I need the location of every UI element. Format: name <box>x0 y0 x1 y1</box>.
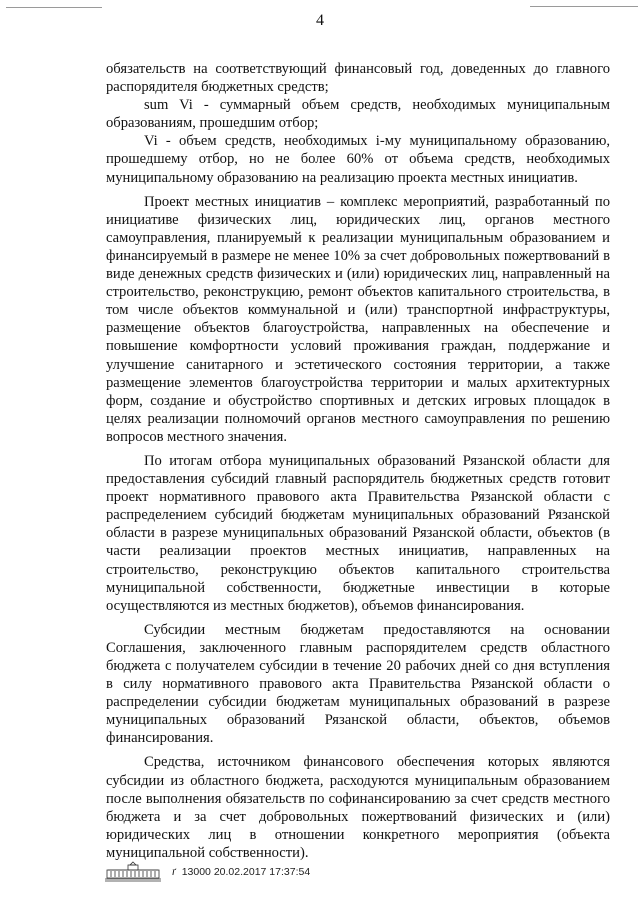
document-stamp <box>172 864 310 879</box>
paragraph-project-definition: Проект местных инициатив – комплекс мероприятий, разработанный по инициативе физических лиц, юридических лиц, органов местного самоуправления, планируемый к реализации муниципальным образованием и финансируемый в размере не менее 10% за счет добровольных пожертвований в виде денежных средств физических и (или) юридических лиц, направленный на строительство, реконструкцию, ремонт объектов капитального строительства, в том числе объектов коммунальной и (или) транспортной инфраструктуры, размещение объектов благоустройства, направленных на обеспечение и повышение комфортности условий проживания граждан, поддержание и улучшение санитарного и эстетического состояния территории, а также размещение элементов благоустройства территории и малых архитектурных форм, создание и обустройство спортивных и детских игровых площадок в целях реализации полномочий органов местного самоуправления по решению вопросов местного значения. <box>106 193 610 445</box>
stamp-mark: ґ <box>172 863 176 878</box>
paragraph-vi-definition: Vi - объем средств, необходимых i-му муниципальному образованию, прошедшему отбор, но не более 60% от объема средств, необходимых муниципальному образованию на реализацию проекта местных инициатив. <box>106 133 610 186</box>
paragraph-continuation: обязательств на соответствующий финансовый год, доведенных до главного распорядителя бюджетных средств; <box>106 61 610 96</box>
top-left-rule <box>6 7 102 8</box>
footer <box>104 860 310 882</box>
top-right-rule <box>530 6 638 7</box>
page-number: 4 <box>316 12 324 29</box>
paragraph-funds-spending: Средства, источником финансового обеспечения которых являются субсидии из областного бюджета, расходуются муниципальным образованием после выполнения обязательств по софинансированию за счет средств местного бюджета и за счет добровольных пожертвований физических и (или) юридических лиц в отношении конкретного мероприятия (объекта муниципальной собственности). <box>106 754 610 861</box>
stamp-text: 13000 20.02.2017 17:37:54 <box>181 865 311 878</box>
document-body <box>106 60 610 862</box>
paragraph-subsidy-agreement: Субсидии местным бюджетам предоставляются на основании Соглашения, заключенного главным распорядителем средств областного бюджета с получателем субсидии в течение 20 рабочих дней со дня вступления в силу нормативного правового акта Правительства Рязанской области о распределении субсидии бюджетам муниципальных образований в разрезе муниципальных образований Рязанской области, объектов, объемов финансирования. <box>106 621 610 747</box>
paragraph-selection-results: По итогам отбора муниципальных образований Рязанской области для предоставления субсидий главный распорядитель бюджетных средств готовит проект нормативного правового акта Правительства Рязанской области с распределением субсидий бюджетам муниципальных образований Рязанской области в разрезе муниципальных образований Рязанской области, объектов (в части реализации проектов местных инициатив, направленных на строительство, реконструкцию объектов капитального строительства муниципальной собственности, бюджетные инвестиции в которые осуществляются из местных бюджетов), объемов финансирования. <box>106 452 610 614</box>
paragraph-sum-vi-definition: sum Vi - суммарный объем средств, необходимых муниципальным образованиям, прошедшим отбор; <box>106 97 610 132</box>
building-logo-icon <box>104 860 162 882</box>
